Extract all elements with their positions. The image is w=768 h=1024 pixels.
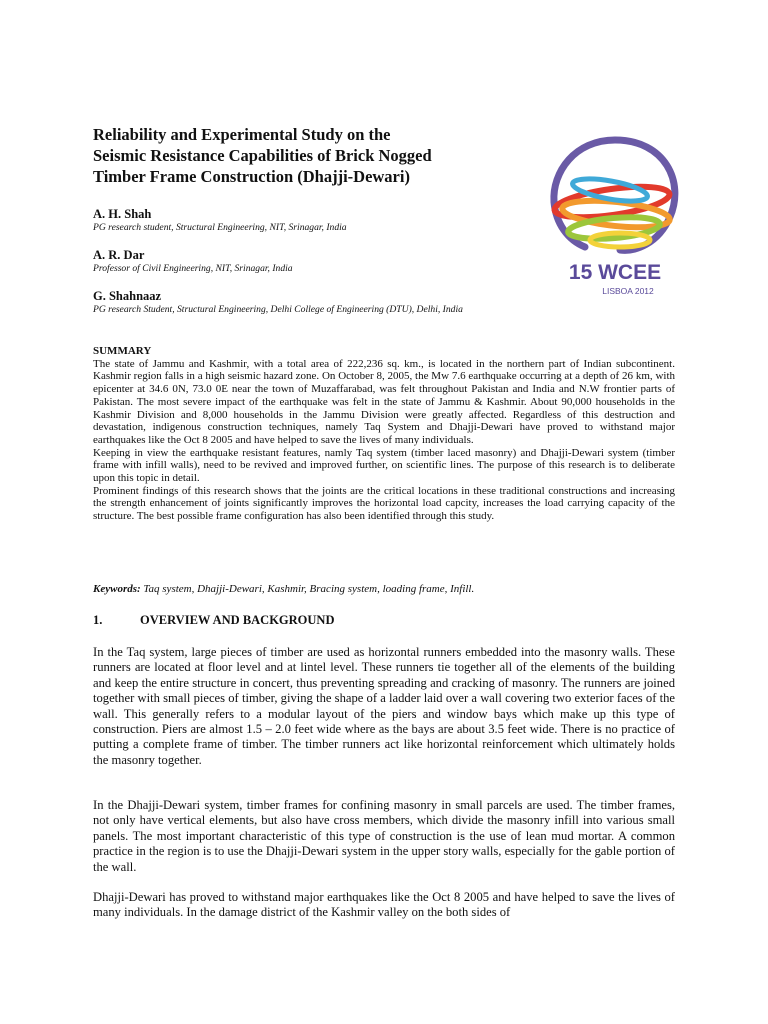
section-number: 1. bbox=[93, 613, 103, 627]
summary-heading: SUMMARY bbox=[93, 345, 152, 357]
logo-rings-icon bbox=[553, 140, 675, 250]
paper-title bbox=[93, 124, 513, 187]
logo-text: 15 WCEE bbox=[568, 261, 662, 284]
section-title: OVERVIEW AND BACKGROUND bbox=[140, 613, 335, 627]
summary-paragraph: The state of Jammu and Kashmir, with a total area of 222,236 sq. km., is located in the northern part of Indian subcontinent. Kashmir region falls in a high seismic hazard zone. On October 8, 2005, the Mw 7.6 earthquake occurring at a depth of 26 km, with epicenter at 34.6 0N, 73.0 0E near the town of Muzaffarabad, was felt throughout Pakistan and India and N.W frontier parts of Pakistan. The most severe impact of the earthquake was felt in the state of Jammu & Kashmir. About 90,000 households in the Kashmir Division and 8,000 households in the Jammu Division were greatly affected. Regardless of this destruction and devastation, indigenous construction techniques, namely Taq System and Dhajji-Dewari have proved to withstand major earthquakes like the Oct 8 2005 and have helped to save the lives of many individuals. bbox=[93, 357, 675, 446]
body-paragraph-block bbox=[93, 890, 675, 921]
body-paragraph-block bbox=[93, 798, 675, 875]
title-line: Seismic Resistance Capabilities of Brick Nogged bbox=[93, 146, 432, 165]
summary-section bbox=[93, 345, 675, 523]
title-line: Reliability and Experimental Study on the bbox=[93, 125, 391, 144]
logo-subtext: LISBOA 2012 bbox=[602, 286, 654, 296]
author-affiliation: PG research student, Structural Engineering, NIT, Srinagar, India bbox=[93, 222, 347, 233]
author-name: A. H. Shah bbox=[93, 207, 152, 221]
wcee-logo bbox=[540, 132, 690, 302]
keywords-label: Keywords: bbox=[93, 583, 141, 595]
section-heading bbox=[93, 613, 675, 628]
summary-paragraph: Keeping in view the earthquake resistant features, namly Taq system (timber laced masonry) and Dhajji-Dewari system (timber frame with infill walls), need to be revived and improved further, on scientific lines. The purpose of this research is to deliberate upon this topic in detail. bbox=[93, 446, 675, 485]
summary-paragraph: Prominent findings of this research shows that the joints are the critical locations in these traditional constructions and increasing the strength enhancement of joints significantly improves the horizontal load capcity, increases the load carrying capacity of the structure. The best possible frame configuration has also been identified through this study. bbox=[93, 484, 675, 523]
author-affiliation: PG research Student, Structural Engineering, Delhi College of Engineering (DTU), Delhi, India bbox=[93, 304, 463, 315]
author-name: G. Shahnaaz bbox=[93, 289, 162, 303]
body-paragraph: In the Taq system, large pieces of timber are used as horizontal runners embedded into the masonry walls. These runners are located at floor level and at lintel level. These runners tie together all of the elements of the building and keep the entire structure in concert, thus preventing spreading and cracking of masonry. The runners are joined together with small pieces of timber, giving the shape of a ladder laid over a wall covering two exterior faces of the wall. This generally refers to a modular layout of the piers and window bays which make up this type of construction. Piers are almost 1.5 – 2.0 feet wide where as the bays are about 3.5 feet wide. There is no practice of putting a complete frame of timber. The timber runners act like horizontal reinforcement which ultimately holds the masonry together. bbox=[93, 645, 675, 767]
author-name: A. R. Dar bbox=[93, 248, 145, 262]
title-line: Timber Frame Construction (Dhajji-Dewari) bbox=[93, 167, 410, 186]
author-affiliation: Professor of Civil Engineering, NIT, Srinagar, India bbox=[93, 263, 293, 274]
body-paragraph-block bbox=[93, 645, 675, 768]
body-paragraph: In the Dhajji-Dewari system, timber frames for confining masonry in small parcels are used. The timber frames, not only have vertical elements, but also have cross members, which divide the masonry infill into various small panels. The most important characteristic of this type of construction is the use of lean mud mortar. A common practice in the region is to use the Dhajji-Dewari system in the upper story walls, especially for the gable portion of the wall. bbox=[93, 798, 675, 874]
body-paragraph: Dhajji-Dewari has proved to withstand major earthquakes like the Oct 8 2005 and have helped to save the lives of many individuals. In the damage district of the Kashmir valley on the both sides of bbox=[93, 890, 675, 920]
keywords-text: Taq system, Dhajji-Dewari, Kashmir, Bracing system, loading frame, Infill. bbox=[143, 583, 475, 595]
keywords-line bbox=[93, 583, 675, 596]
